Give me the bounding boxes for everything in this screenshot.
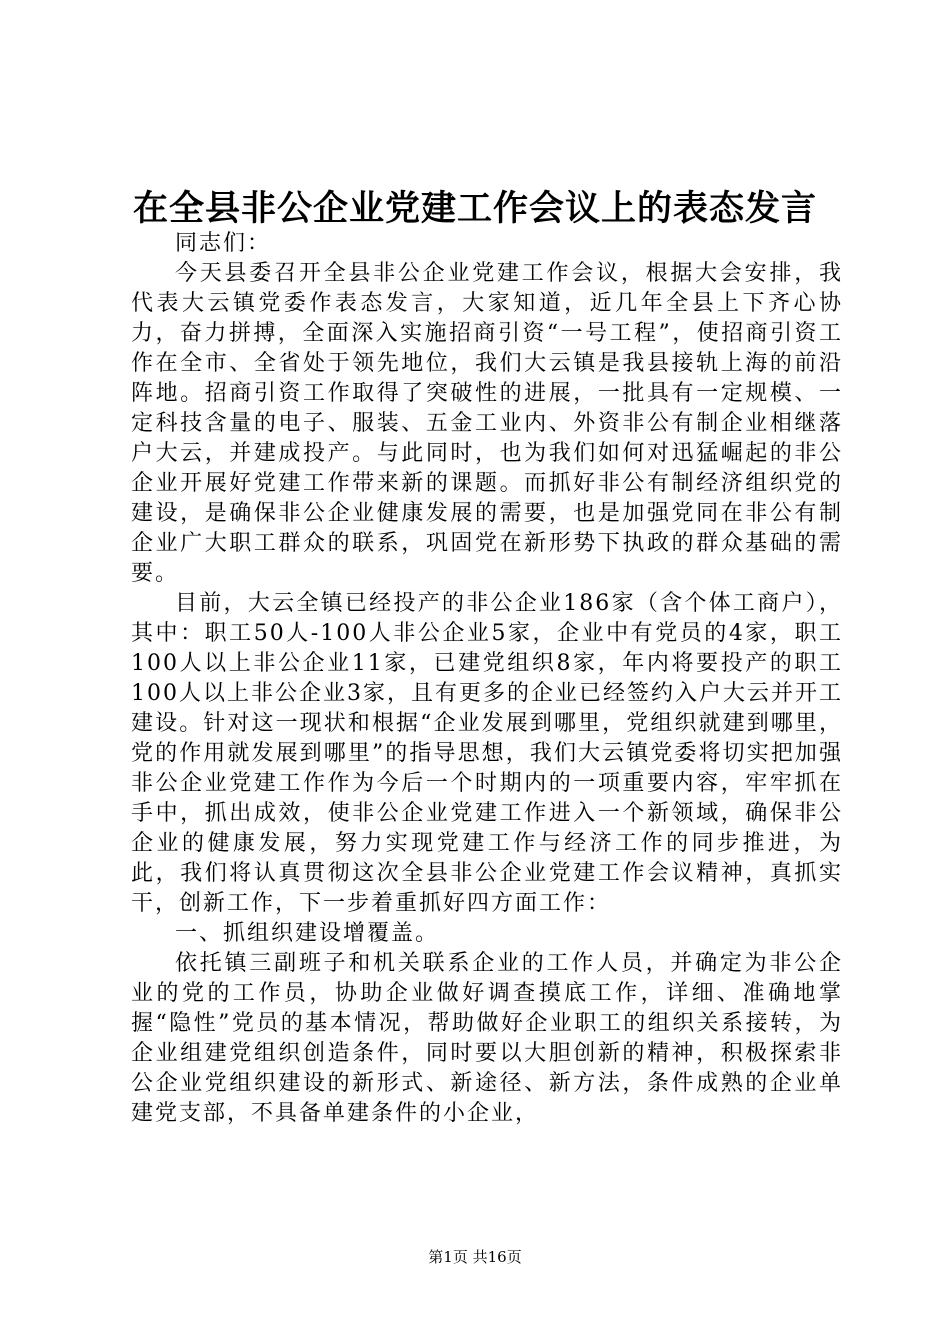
section-heading-1: 一、抓组织建设增覆盖。 [175, 921, 440, 946]
page-number-footer: 第1页 共16页 [428, 1248, 522, 1266]
paragraph-status: 目前，大云全镇已经投产的非公企业186家（含个体工商户），其中：职工50人-100人非公企业5家，企业中有党员的4家，职工100人以上非公企业11家，已建党组织8家，年内将要投产的职工100人以上非公企业3家，且有更多的企业已经签约入户大云并开工建设。针对这一现状和根据“企业发展到哪里，党组织就建到哪里，党的作用就发展到哪里”的指导思想，我们大云镇党委将切实把加强非公企业党建工作作为今后一个时期内的一项重要内容，牢牢抓在手中，抓出成效，使非公企业党建工作进入一个新领域，确保非公企业的健康发展，努力实现党建工作与经济工作的同步推进，为此，我们将认真贯彻这次全县非公企业党建工作会议精神，真抓实干，创新工作，下一步着重抓好四方面工作： [131, 591, 843, 916]
paragraph-section-1: 依托镇三副班子和机关联系企业的工作人员，并确定为非公企业的党的工作员，协助企业做好调查摸底工作，详细、准确地掌握“隐性”党员的基本情况，帮助做好企业职工的组织关系接转，为企业组建党组织创造条件，同时要以大胆创新的精神，积极探索非公企业党组织建设的新形式、新途径、新方法，条件成熟的企业单建党支部，不具备单建条件的小企业， [131, 951, 843, 1126]
document-title: 在全县非公企业党建工作会议上的表态发言 [132, 188, 817, 229]
paragraph-intro: 今天县委召开全县非公企业党建工作会议，根据大会安排，我代表大云镇党委作表态发言，大家知道，近几年全县上下齐心协力，奋力拼搏，全面深入实施招商引资“一号工程”，使招商引资工作在全市、全省处于领先地位，我们大云镇是我县接轨上海的前沿阵地。招商引资工作取得了突破性的进展，一批具有一定规模、一定科技含量的电子、服装、五金工业内、外资非公有制企业相继落户大云，并建成投产。与此同时，也为我们如何对迅猛崛起的非公企业开展好党建工作带来新的课题。而抓好非公有制经济组织党的建设，是确保非公企业健康发展的需要，也是加强党同在非公有制企业广大职工群众的联系，巩固党在新形势下执政的群众基础的需要。 [131, 261, 843, 586]
document-body [131, 229, 843, 1129]
greeting: 同志们： [175, 231, 272, 256]
